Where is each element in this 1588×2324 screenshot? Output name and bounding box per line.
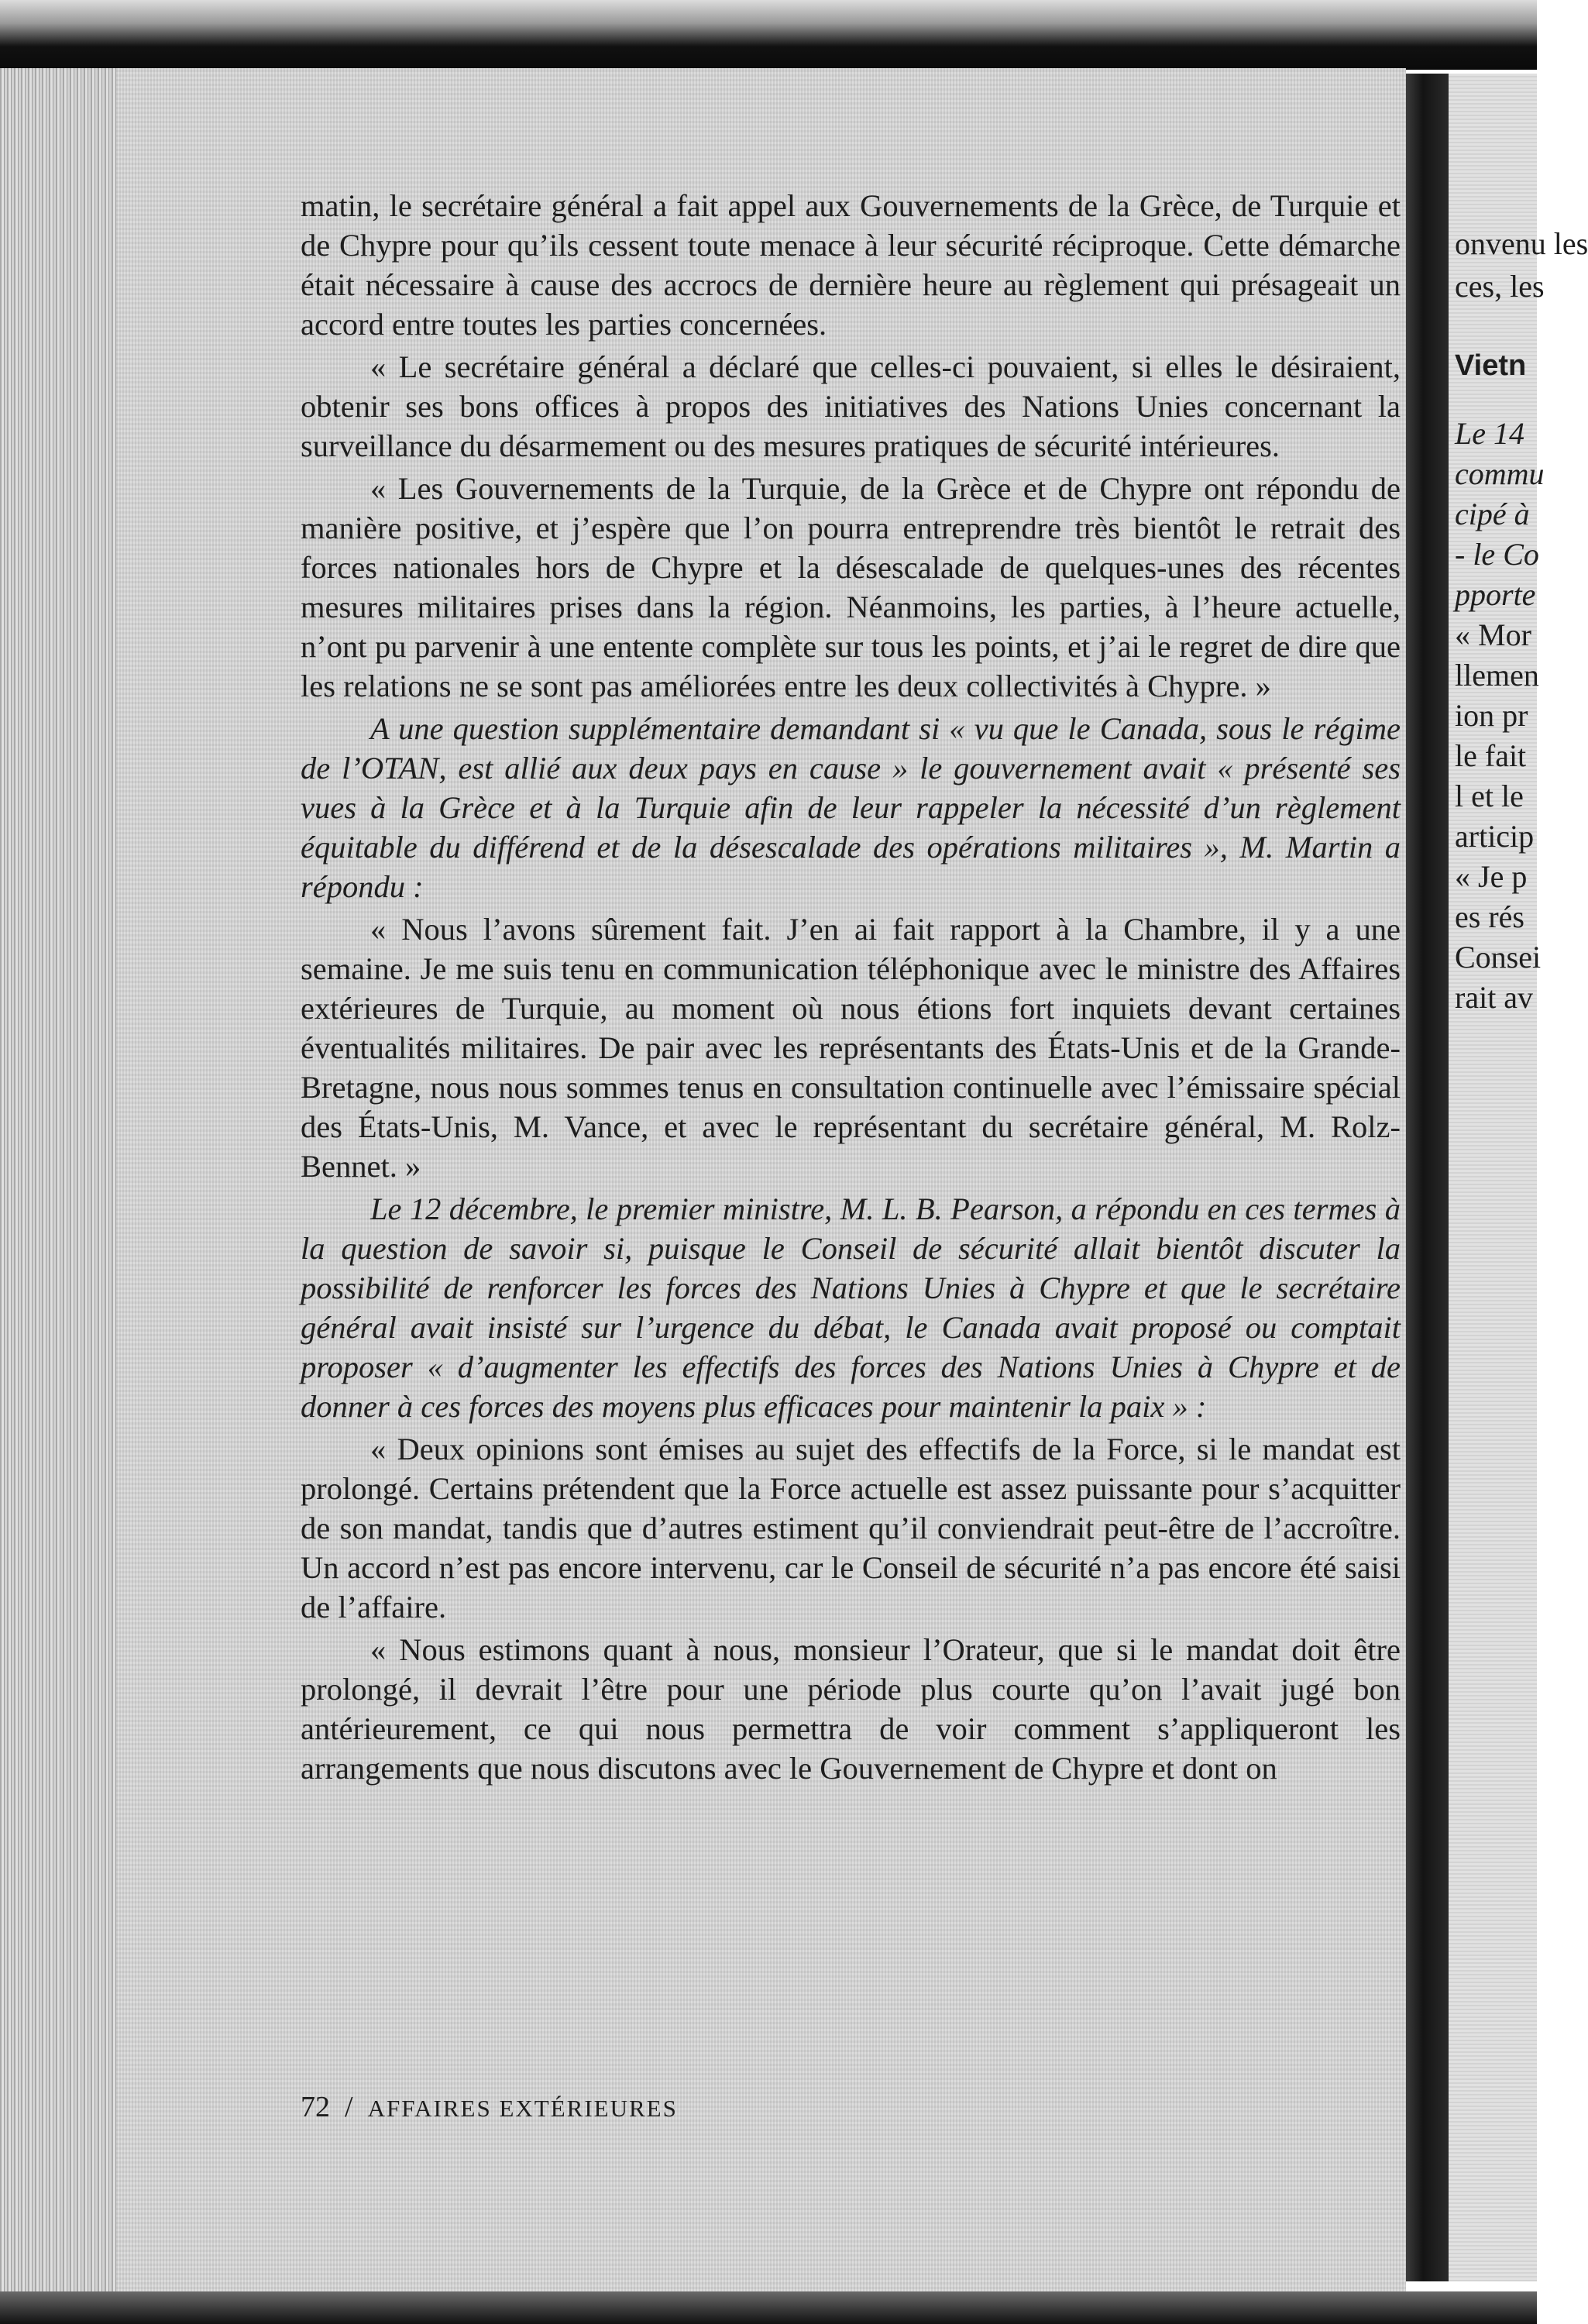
journal-name: AFFAIRES EXTÉRIEURES	[367, 2095, 678, 2122]
paragraph-2: « Le secrétaire général a déclaré que celles-ci pouvaient, si elles le désiraient, obtenir ses bons offices à propos des initiatives des Nations Unies concernant la surveillance du désarmement ou des mesures pratiques de sécurité intérieures.	[301, 349, 1401, 463]
facing-heading: Vietn	[1455, 349, 1527, 382]
facing-line: es rés	[1455, 899, 1524, 934]
facing-line: rait av	[1455, 980, 1534, 1015]
facing-line: commu	[1455, 456, 1545, 491]
folio-separator: /	[345, 2091, 353, 2123]
page-number: 72	[301, 2091, 330, 2123]
facing-line: pporte	[1455, 577, 1536, 612]
page-body	[301, 186, 1401, 1791]
facing-line: l et le	[1455, 779, 1524, 813]
facing-line: le fait	[1455, 738, 1527, 773]
facing-line: Consei	[1455, 940, 1542, 975]
scan-top-edge	[0, 0, 1537, 70]
facing-line: cipé à	[1455, 497, 1530, 531]
scan-bottom-edge	[0, 2291, 1537, 2324]
paragraph-8: « Nous estimons quant à nous, monsieur l’Orateur, que si le mandat doit être prolongé, il devrait l’être pour une période plus courte qu’on l’avait jugé bon antérieurement, ce qui nous permettra de voir comment s’appliqueront les arrangements que nous discutons avec le Gouvernement de Chypre et dont on	[301, 1632, 1401, 1786]
facing-line: - le Co	[1455, 537, 1539, 572]
facing-line: onvenu les	[1455, 226, 1588, 261]
book-binding	[0, 68, 116, 2291]
facing-line: « Je p	[1455, 859, 1528, 894]
facing-line: « Mor	[1455, 617, 1531, 652]
paragraph-1: matin, le secrétaire général a fait appel aux Gouvernements de la Grèce, de Turquie et de Chypre pour qu’ils cessent toute menace à leur sécurité réciproque. Cette démarche était nécessaire à cause des accrocs de dernière heure au règlement qui présageait un accord entre toutes les parties concernées.	[301, 188, 1401, 342]
paragraph-7: « Deux opinions sont émises au sujet des effectifs de la Force, si le mandat est prolongé. Certains prétendent que la Force actuelle est assez puissante pour s’acquitter de son mandat, tandis que d’autres estiment qu’il conviendrait peut-être de l’accroître. Un accord n’est pas encore intervenu, car le Conseil de sécurité n’a pas encore été saisi de l’affaire.	[301, 1432, 1401, 1624]
facing-line: Le 14	[1455, 416, 1524, 451]
page-gutter	[1406, 74, 1449, 2281]
facing-page-fragment	[1449, 74, 1588, 2281]
paragraph-3: « Les Gouvernements de la Turquie, de la Grèce et de Chypre ont répondu de manière positive, et j’espère que l’on pourra entreprendre très bientôt le retrait des forces nationales hors de Chypre et la désescalade de quelques-unes des récentes mesures militaires prises dans la région. Néanmoins, les parties, à l’heure actuelle, n’ont pu parvenir à une entente complète sur tous les points, et j’ai le regret de dire que les relations ne se sont pas améliorées entre les deux collectivités à Chypre. »	[301, 471, 1401, 703]
paragraph-5: « Nous l’avons sûrement fait. J’en ai fait rapport à la Chambre, il y a une semaine. Je me suis tenu en communication téléphonique avec le ministre des Affaires extérieures de Turquie, au moment où nous étions fort inquiets devant certaines éventualités militaires. De pair avec les représentants des États-Unis et de la Grande-Bretagne, nous nous sommes tenus en consultation continuelle avec l’émissaire spécial des États-Unis, M. Vance, et avec le représentant du secrétaire général, M. Rolz-Bennet. »	[301, 912, 1401, 1184]
facing-line: ion pr	[1455, 698, 1528, 733]
page-footer	[301, 2088, 678, 2128]
facing-line: ces, les	[1455, 269, 1545, 304]
paragraph-6-question: Le 12 décembre, le premier ministre, M. L. B. Pearson, a répondu en ces termes à la question de savoir si, puisque le Conseil de sécurité allait bientôt discuter la possibilité de renforcer les forces des Nations Unies à Chypre et que le secrétaire général avait insisté sur l’urgence du débat, le Canada avait proposé ou comptait proposer « d’augmenter les effectifs des forces des Nations Unies à Chypre et de donner à ces forces des moyens plus efficaces pour maintenir la paix » :	[301, 1191, 1401, 1424]
facing-line: articip	[1455, 819, 1535, 854]
facing-line: llemen	[1455, 658, 1539, 693]
paragraph-4-question: A une question supplémentaire demandant si « vu que le Canada, sous le régime de l’OTAN, est allié aux deux pays en cause » le gouvernement avait « présenté ses vues à la Grèce et à la Turquie afin de leur rappeler la nécessité d’un règlement équitable du différend et de la désescalade des opérations militaires », M. Martin a répondu :	[301, 711, 1401, 904]
